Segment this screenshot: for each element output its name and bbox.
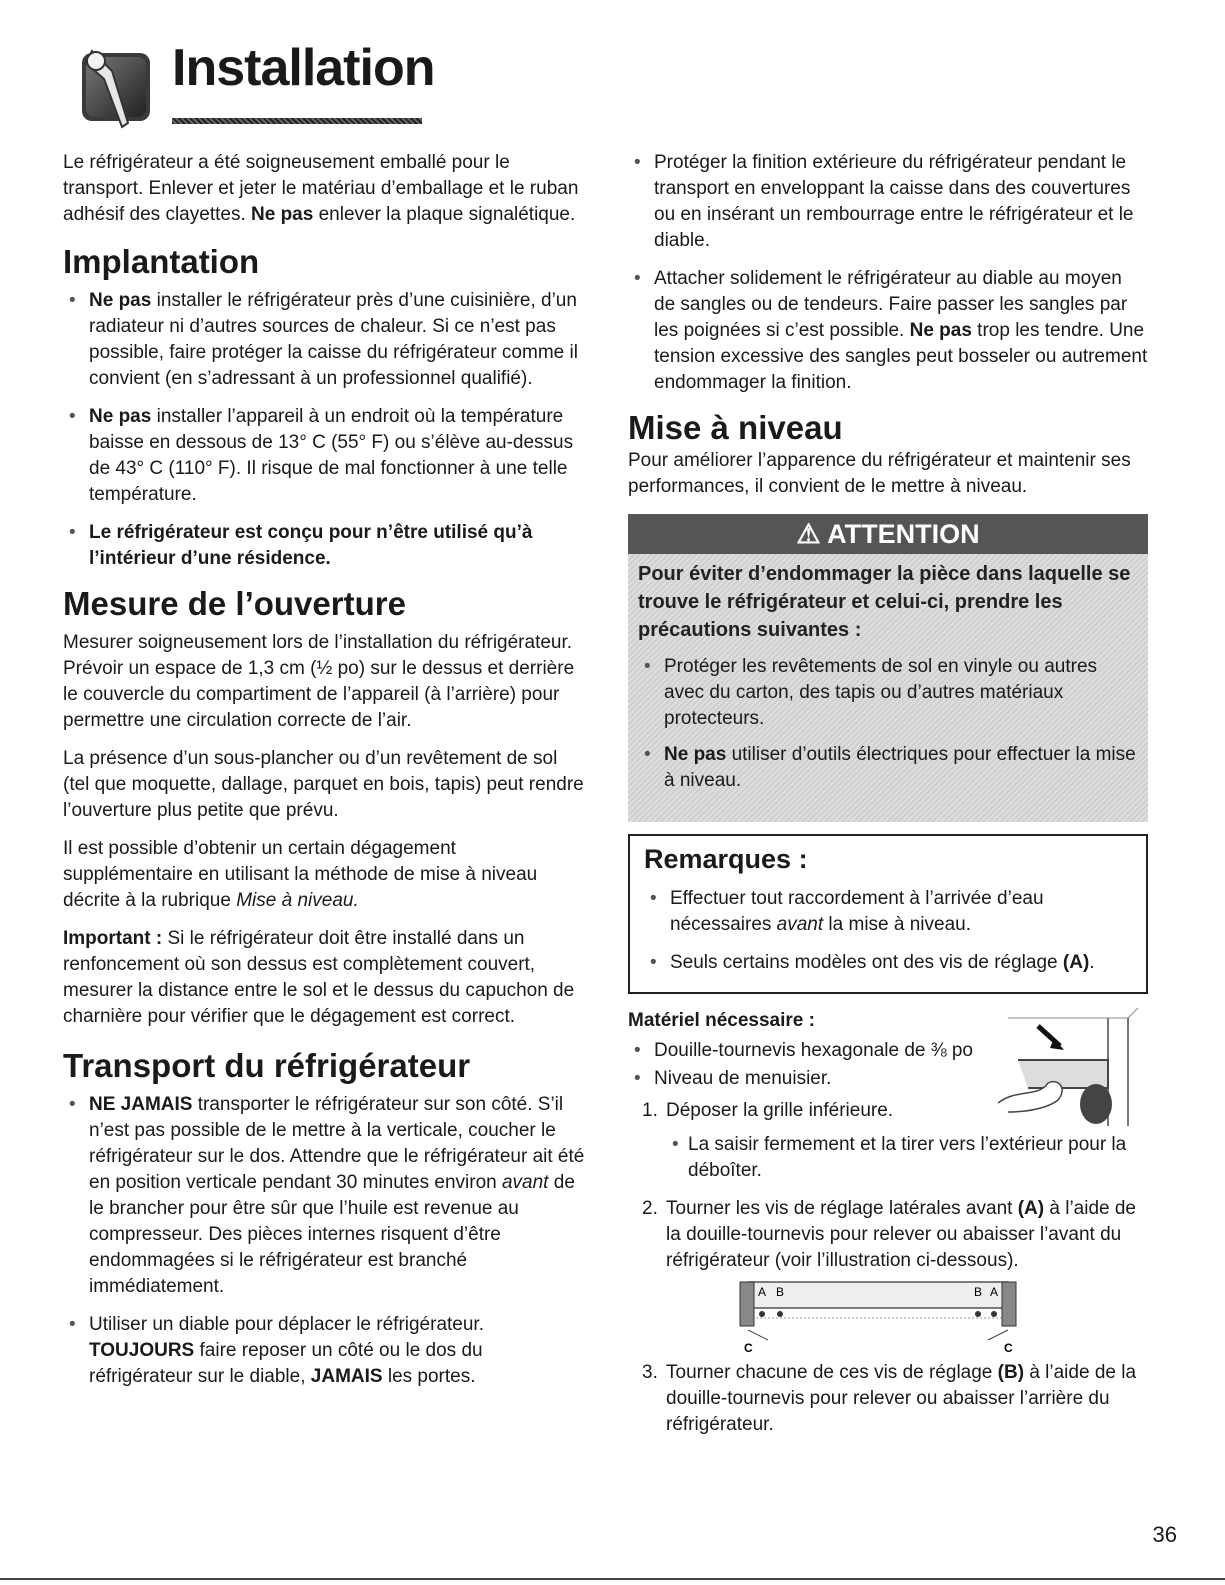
attention-lead: Pour éviter d’endommager la pièce dans laquelle se trouve le réfrigérateur et celui-ci, prendre les précautions suivantes : <box>638 563 1131 641</box>
page-bottom-rule <box>0 1578 1225 1580</box>
list-item: • Ne pas utiliser d’outils électriques pour effectuer la mise à niveau. <box>638 742 1138 794</box>
implantation-list <box>63 288 588 572</box>
list-item: • Seuls certains modèles ont des vis de réglage (A). <box>644 950 1128 976</box>
list-item: • Niveau de menuisier. <box>628 1066 1148 1092</box>
transport-list-continued <box>628 150 1148 396</box>
left-column <box>63 150 588 1402</box>
list-item: • Ne pas installer le réfrigérateur près d’une cuisinière, d’un radiateur ni d’autres sources de chaleur. Si ce n’est pas possible, faire protéger la caisse du réfrigérateur comme il convient (en s’adressant à un professionnel qualifié). <box>63 288 588 392</box>
label-b-left: B <box>776 1285 785 1299</box>
list-item: • Protéger la finition extérieure du réfrigérateur pendant le transport en enveloppant la caisse dans des couvertures ou en insérant un rembourrage entre le réfrigérateur et le diable. <box>628 150 1148 254</box>
mise-p1: Pour améliorer l’apparence du réfrigérateur et maintenir ses performances, il convient de le mettre à niveau. <box>628 450 1131 497</box>
mesure-p1: Mesurer soigneusement lors de l’installation du réfrigérateur. Prévoir un espace de 1,3 cm (½ po) sur le dessus et derrière le couvercle du compartiment de l’appareil (à l’arrière) pour permettre une circulation correcte de l’air. <box>63 632 575 731</box>
remarques-list <box>644 886 1128 976</box>
page-number: 36 <box>1152 1522 1177 1547</box>
remarques-box <box>628 834 1148 994</box>
mesure-heading: Mesure de l’ouverture <box>63 585 406 622</box>
step-1-sublist <box>666 1132 1148 1184</box>
list-item: • NE JAMAIS transporter le réfrigérateur sur son côté. S’il n’est pas possible de le mettre à la verticale, coucher le réfrigérateur sur le dos. Attendre que le réfrigérateur ait été en position verticale pendant 30 minutes environ avant de le brancher pour être sûr que l’huile est revenue au compresseur. Des pièces internes risquent d’être endommagées si le réfrigérateur est branché immédiatement. <box>63 1092 588 1300</box>
label-a-right: A <box>990 1285 999 1299</box>
materiel-section <box>628 1008 1148 1438</box>
transport-list <box>63 1092 588 1390</box>
warning-triangle-icon: ⚠ <box>796 519 821 549</box>
attention-box <box>628 514 1148 822</box>
list-item: • Le réfrigérateur est conçu pour n’être utilisé qu’à l’intérieur d’une résidence. <box>63 520 588 572</box>
mesure-p3: Il est possible d’obtenir un certain dégagement supplémentaire en utilisant la méthode de mise à niveau décrite à la rubrique Mise à niveau. <box>63 838 538 911</box>
implantation-heading: Implantation <box>63 243 260 280</box>
attention-list <box>638 654 1138 794</box>
label-c-right: C <box>1004 1341 1013 1355</box>
step-2: 2. Tourner les vis de réglage latérales avant (A) à l’aide de la douille-tournevis pour relever ou abaisser l’avant du réfrigérateur (voir l’illustration ci-dessous). <box>642 1198 1136 1271</box>
transport-heading: Transport du réfrigérateur <box>63 1047 471 1084</box>
steps-list-continued <box>628 1360 1148 1438</box>
materiel-heading: Matériel nécessaire : <box>628 1010 815 1031</box>
label-b-right: B <box>974 1285 983 1299</box>
step-3: 3. Tourner chacune de ces vis de réglage (B) à l’aide de la douille-tournevis pour relever ou abaisser l’arrière du réfrigérateur. <box>642 1362 1137 1435</box>
attention-header: ⚠ ATTENTION <box>628 514 1148 554</box>
leveling-screws-illustration <box>728 1278 1028 1356</box>
list-item: • Attacher solidement le réfrigérateur au diable au moyen de sangles ou de tendeurs. Faire passer les sangles par les poignées si c’est possible. Ne pas trop les tendre. Une tension excessive des sangles peut bosseler ou autrement endommager la finition. <box>628 266 1148 396</box>
label-a-left: A <box>758 1285 767 1299</box>
label-c-left: C <box>744 1341 753 1355</box>
steps-list <box>628 1098 1148 1274</box>
title-underline <box>172 118 422 124</box>
mesure-p4: Important : Si le réfrigérateur doit être installé dans un renfoncement où son dessus est complètement couvert, mesurer la distance entre le sol et le dessus du capuchon de charnière pour vérifier que le dégagement est correct. <box>63 928 575 1027</box>
mise-heading: Mise à niveau <box>628 409 843 446</box>
intro-paragraph: Le réfrigérateur a été soigneusement emballé pour le transport. Enlever et jeter le matériau d’emballage et le ruban adhésif des clayettes. Ne pas enlever la plaque signalétique. <box>63 152 579 225</box>
remarques-heading: Remarques : <box>644 844 808 874</box>
page-title: Installation <box>172 39 435 97</box>
list-item: • La saisir fermement et la tirer vers l’extérieur pour la déboîter. <box>666 1132 1148 1184</box>
step-1: 1. Déposer la grille inférieure. • La saisir fermement et la tirer vers l’extérieur pour la déboîter. <box>628 1098 1148 1184</box>
list-item: • Effectuer tout raccordement à l’arrivée d’eau nécessaires avant la mise à niveau. <box>644 886 1128 938</box>
list-item: • Utiliser un diable pour déplacer le réfrigérateur. TOUJOURS faire reposer un côté ou le dos du réfrigérateur sur le diable, JAMAIS les portes. <box>63 1312 588 1390</box>
list-item: • Protéger les revêtements de sol en vinyle ou autres avec du carton, des tapis ou d’autres matériaux protecteurs. <box>638 654 1138 732</box>
list-item: • Ne pas installer l’appareil à un endroit où la température baisse en dessous de 13° C (55° F) ou s’élève au-dessus de 43° C (110° F). Il risque de mal fonctionner à une telle température. <box>63 404 588 508</box>
mesure-p2: La présence d’un sous-plancher ou d’un revêtement de sol (tel que moquette, dallage, parquet en bois, tapis) peut rendre l’ouverture plus petite que prévu. <box>63 748 584 821</box>
right-column <box>628 150 1148 1450</box>
list-item: • Douille-tournevis hexagonale de ⅜ po <box>628 1038 1148 1064</box>
wrench-icon <box>82 45 152 130</box>
